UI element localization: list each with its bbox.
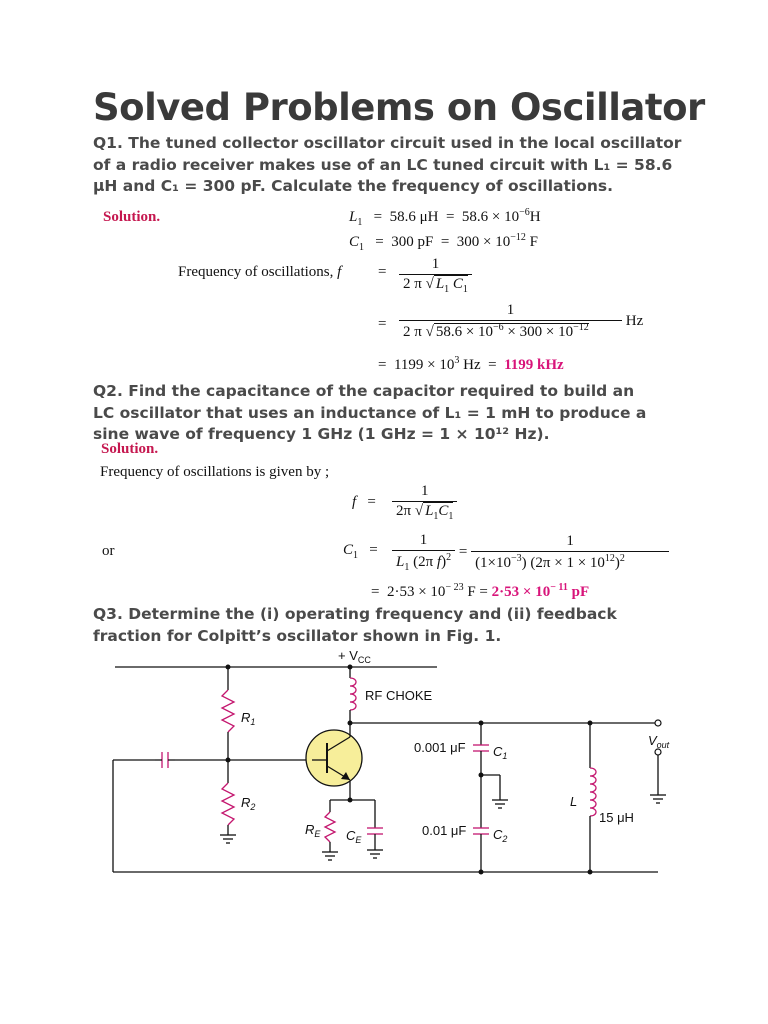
resistor-r2 xyxy=(222,783,234,825)
q2-final-answer: $2\cdot 53 \times 10^{- 11}$ pF xyxy=(491,582,590,600)
q1-c1-line: $C_1 = 300$ pF = $300 \times 10^{-12}$ F xyxy=(349,232,538,253)
vout-terminal xyxy=(655,720,661,726)
ce-label: $C_E$ xyxy=(346,828,362,845)
q1-result: = $1199 \times 10^3$ Hz = 1199 kHz xyxy=(378,355,564,373)
q1-freq-label: Frequency of oscillations, f xyxy=(178,264,342,280)
q2-question: Q2. Find the capacitance of the capacitor required to build an LC oscillator that uses an inductance of L₁ = 1 mH to produce a sine wave of frequency 1 GHz (1 GHz = 1 × 10¹² Hz). xyxy=(93,382,647,443)
r2-label: $R_2$ xyxy=(241,795,256,812)
transistor-symbol xyxy=(306,723,362,786)
q2-or: or xyxy=(102,543,115,559)
q1-question: Q1. The tuned collector oscillator circuit used in the local oscillator of a radio receiver makes use of an LC tuned circuit with L₁ = 58.6 μH and C₁ = 300 pF. Calculate the frequency of oscillations. xyxy=(93,134,682,195)
r1-label: $R_1$ xyxy=(241,710,256,727)
c1-value-label: 0.001 μF xyxy=(414,740,466,755)
q1-solution-label: Solution. xyxy=(103,209,161,225)
q2-c1-eq: $C_1$ = xyxy=(343,542,378,561)
q3-question: Q3. Determine the (i) operating frequency and (ii) feedback fraction for Colpitt’s oscillator shown in Fig. 1. xyxy=(93,605,617,645)
vout-label: $V_{out}$ xyxy=(648,733,670,750)
c2-label: $C_2$ xyxy=(493,827,508,844)
q2-f-eq: f = xyxy=(352,494,376,510)
q1-eq-sign-2: = xyxy=(378,316,387,332)
q2-formula: $\frac{1}{2\pi √ L_1C_1}$ xyxy=(392,483,457,522)
rf-choke-label: RF CHOKE xyxy=(365,688,433,703)
q2-c1-formula: $\frac{1}{L_1 (2\pi f)^2}$ = $\frac{1}{(1\times 10^{-3}) (2\pi \times 1 \times 10^{12})^2}$ xyxy=(392,532,669,573)
q1-substitution: $\frac{1}{2 \pi √ 58.6 \times 10^{-6} \times 300 \times 10^{-12}}$ Hz xyxy=(399,302,643,341)
colpitts-circuit-diagram xyxy=(0,640,768,890)
q1-l1-line: $L_1 = 58.6$ $\mu H = 58.6 \times 10^{-6}H$ xyxy=(349,207,541,228)
l-label: L xyxy=(570,794,578,809)
rf-choke-coil xyxy=(350,678,356,710)
c2-value-label: 0.01 μF xyxy=(422,823,467,838)
vcc-label: + $V_{CC}$ xyxy=(338,648,371,665)
resistor-r1 xyxy=(222,690,234,732)
q1-final-answer: 1199 kHz xyxy=(504,357,564,373)
q2-solution-label: Solution. xyxy=(101,441,159,457)
page-title: Solved Problems on Oscillator xyxy=(93,86,705,129)
resistor-re xyxy=(325,812,335,842)
re-label: $R_E$ xyxy=(305,822,321,839)
q1-eq-sign-1: = xyxy=(378,264,387,280)
l-value-label: 15 μH xyxy=(599,810,634,825)
q2-intro: Frequency of oscillations is given by ; xyxy=(100,464,330,480)
q1-formula: $\frac{1}{2 \pi √ L_1 C_1}$ xyxy=(399,256,472,295)
inductor-l xyxy=(590,768,596,816)
q2-result: = $2\cdot 53 \times 10^{- 23}$ $F = 2\cdot 53 \times 10^{- 11}$ pF xyxy=(371,582,590,600)
c1-label: $C_1$ xyxy=(493,744,508,761)
